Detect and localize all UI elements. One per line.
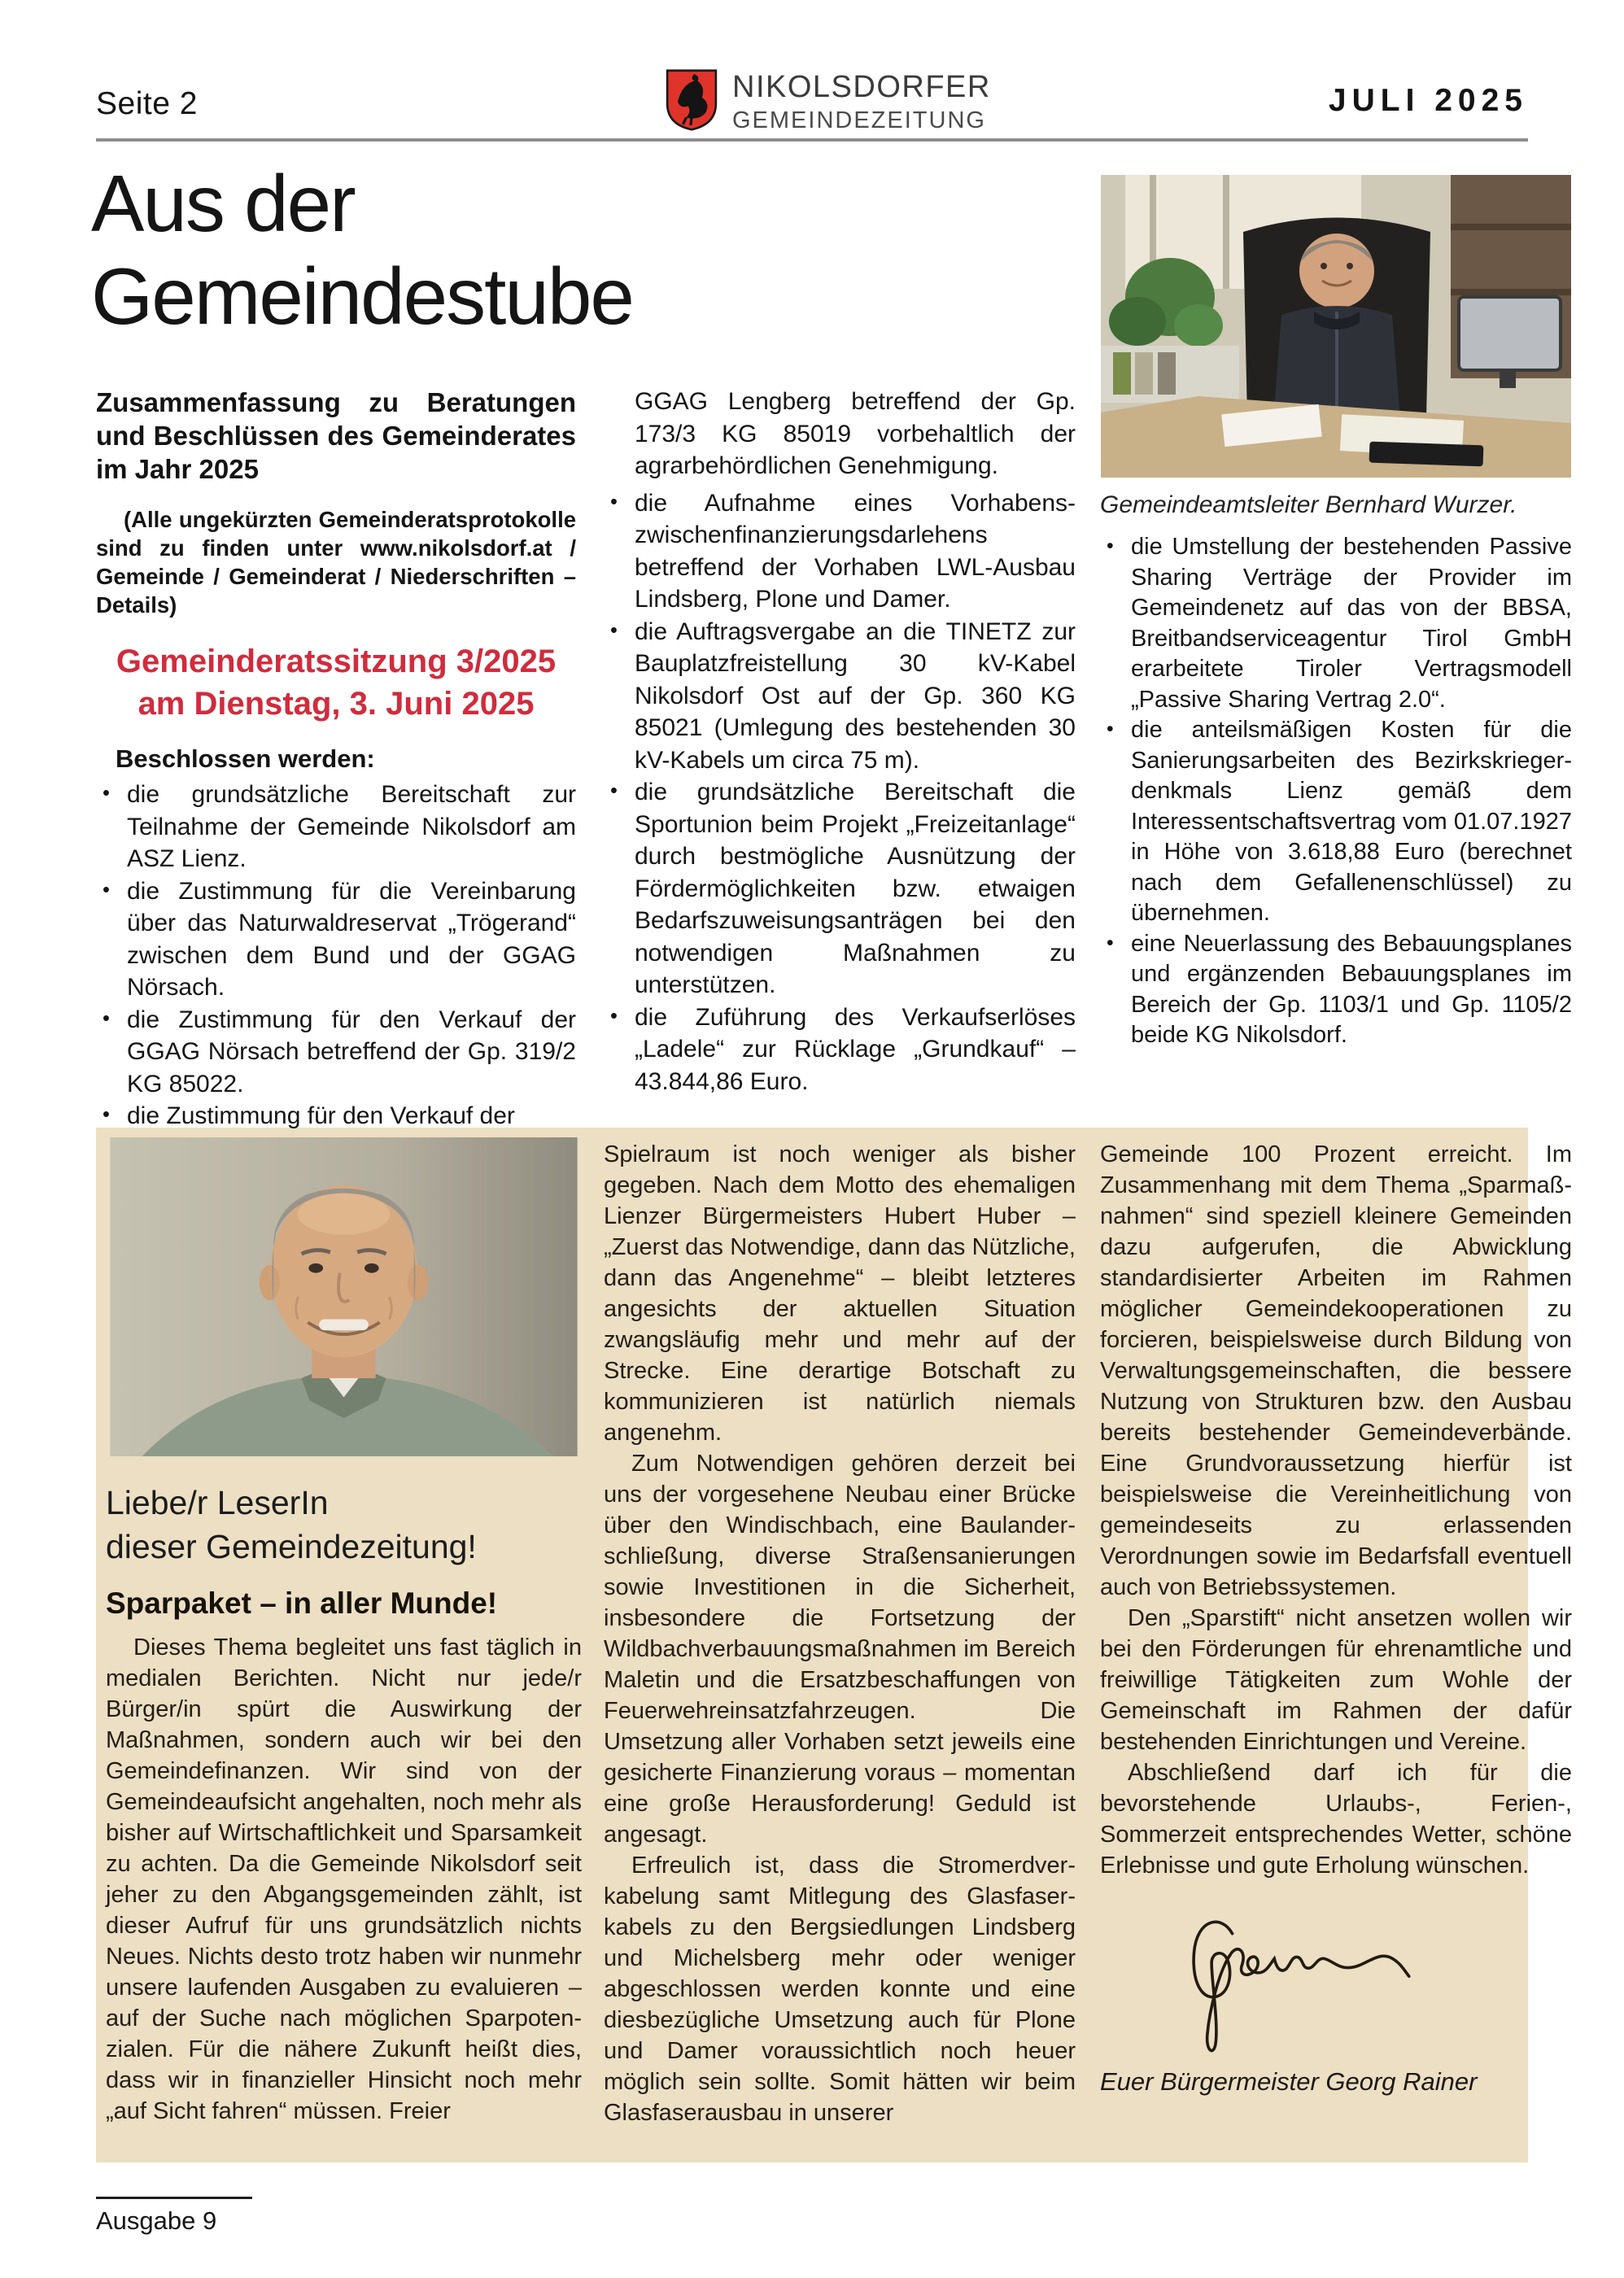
photo-mayor-portrait (106, 1137, 582, 1464)
list-item: • die Zustimmung für den Verkauf der (96, 1100, 576, 1132)
list-item: • die Zustimmung für die Vereinbarung über das Naturwaldreservat „Trögerand“ zwischen dem Bund und der GGAG Nörsach. (96, 875, 576, 1004)
list-item: • eine Neuerlassung des Bebauungsplanes und ergänzenden Bebauungsplanes im Bereich der Gp. 1103/1 und Gp. 1105/2 beide KG Nikolsdorf. (1100, 929, 1572, 1051)
council-column-2 (604, 386, 1076, 1098)
list-item: • die Aufnahme eines Vorhabenszwischenfinanzierungsdarlehens betreffend der Vorhaben LWL-Ausbau Lindsberg, Plone und Damer. (604, 487, 1076, 616)
header-rule (96, 138, 1528, 142)
list-item: • die grundsätzliche Bereitschaft die Sportunion beim Projekt „Freizeitanlage“ durch bestmögliche Ausnützung der Fördermöglichkeiten bzw. etwaigen Bedarfszuweisungsanträgen bei den notwendigen Maßnahmen zu unterstützen. (604, 776, 1076, 1002)
letter-paragraph: Gemeinde 100 Prozent erreicht. Im Zusammenhang mit dem Thema „Sparmaßnahmen“ sind speziell kleinere Gemeinden dazu aufgerufen, die Abwicklung standardisierter Arbeiten im Rahmen möglicher Gemeindekooperationen zu forcieren, beispielsweise durch Bildung von Verwaltungsgemeinschaften, die bessere Nutzung von Strukturen bzw. den Ausbau bereits bestehender Gemeindeverbände. Eine Grundvoraussetzung hierfür ist beispielsweise die Vereinheitlichung von gemeindeseits zu erlassenden Verordnungen sowie im Bedarfsfall eventuell auch von Betriebssystemen. (1100, 1141, 1572, 1600)
decisions-list-col2 (604, 487, 1076, 1098)
masthead-line2: GEMEINDEZEITUNG (732, 107, 986, 133)
list-item: • die Auftragsvergabe an die TINETZ zur Bauplatzfreistellung 30 kV-Kabel Nikolsdorf Ost auf der Gp. 360 KG 85021 (Umlegung des bestehenden 30 kV-Kabels um circa 75 m). (604, 616, 1076, 777)
list-item: • die grundsätzliche Bereitschaft zur Teilnahme der Gemeinde Nikolsdorf am ASZ Lienz. (96, 779, 576, 875)
masthead-line1: NIKOLSDORFER (732, 70, 991, 104)
letter-salutation (106, 1481, 582, 1569)
letter-headline: Sparpaket – in aller Munde! (106, 1586, 498, 1620)
list-item: • die anteilsmäßigen Kosten für die Sanierungsarbeiten des Bezirkskriegerdenkmals Lienz gemäß dem Interessentschaftsvertrag vom 01.07.1927 in Höhe von 3.618,88 Euro (berechnet nach dem Gefallenenschlüssel) zu übernehmen. (1100, 715, 1572, 929)
issue-date-label: JULI 2025 (1328, 83, 1528, 118)
session-heading-line2: am Dienstag, 3. Juni 2025 (138, 686, 535, 722)
letter-column-3 (1100, 1139, 1572, 2097)
headline-line2: Gemeindestube (91, 251, 633, 341)
municipal-crest-icon (666, 68, 718, 136)
letter-column-1 (106, 1137, 582, 2127)
office-photo-caption: Gemeindeamtsleiter Bernhard Wurzer. (1100, 491, 1517, 518)
article-headline (91, 158, 1108, 343)
photo-office (1100, 175, 1572, 482)
letter-paragraph: Abschließend darf ich für die bevorstehende Urlaubs-, Ferien-, Sommerzeit entsprechendes Wetter, schöne Erlebnisse und gute Erholung wünschen. (1100, 1760, 1572, 1879)
letter-paragraph: Spielraum ist noch weniger als bisher gegeben. Nach dem Motto des ehemaligen Lienzer Bürgermeisters Hubert Huber – „Zuerst das Notwendige, dann das Nützliche, dann das Angenehme“ – bleibt letzteres angesichts der aktuellen Situation zwangsläufig mehr und mehr auf der Strecke. Eine derartige Botschaft zu kommunizieren ist natürlich niemals angenehm. (604, 1141, 1076, 1446)
decisions-list-col3 (1100, 532, 1572, 1051)
letter-column-2 (604, 1139, 1076, 2128)
letter-paragraph: Zum Notwendigen gehören derzeit bei uns der vorgesehene Neubau einer Brücke über den Windischbach, eine Baulanderschließung, diverse Straßensanierungen sowie Investitionen in die Sicherheit, insbesondere die Fortsetzung der Wildbachverbauungsmaßnahmen im Bereich Maletin und die Ersatzbeschaffungen von Feuerwehreinsatzfahrzeugen. Die Umsetzung aller Vorhaben setzt jeweils eine gesicherte Finanzierung voraus – momentan eine große Herausforderung! Geduld ist angesagt. (604, 1451, 1076, 1848)
list-item: • die Zustimmung für den Verkauf der GGAG Nörsach betreffend der Gp. 319/2 KG 85022. (96, 1004, 576, 1101)
council-column-3 (1100, 175, 1572, 1051)
council-column-1 (96, 386, 576, 1132)
list-item: • die Umstellung der bestehenden Passive Sharing Verträge der Provider im Gemeindenetz auf das von der BBSA, Breitbandserviceagentur Tirol GmbH erarbeitete Tiroler Vertragsmodell „Passive Sharing Vertrag 2.0“. (1100, 532, 1572, 715)
session-heading-line1: Gemeinderatssitzung 3/2025 (116, 644, 557, 679)
list-item: • die Zuführung des Verkaufserlöses „Ladele“ zur Rücklage „Grundkauf“ – 43.844,86 Euro. (604, 1002, 1076, 1098)
headline-line1: Aus der (91, 159, 355, 248)
council-summary-heading: Zusammenfassung zu Beratungen und Beschlüssen des Gemeinderates im Jahr 2025 (96, 387, 576, 484)
list-item-continuation: GGAG Lengberg betreffend der Gp. 173/3 KG 85019 vorbehaltlich der agrarbehördlichen Genehmigung. (635, 388, 1076, 479)
decisions-label: Beschlossen werden: (116, 744, 375, 773)
letter-paragraph: Den „Sparstift“ nicht ansetzen wollen wir bei den Förderungen für ehrenamtliche und freiwillige Tätigkeiten zum Wohle der Gemeinschaft im Rahmen der dafür bestehenden Einrichtungen und Vereine. (1100, 1605, 1572, 1755)
letter-paragraph: Dieses Thema begleitet uns fast täglich in medialen Berichten. Nicht nur jede/r Bürger/in spürt die Auswirkung der Maßnahmen, sondern auch wir bei den Gemeindefinanzen. Wir sind von der Gemeindeaufsicht angehalten, noch mehr als bisher auf Wirtschaftlichkeit und Sparsamkeit zu achten. Da die Gemeinde Nikolsdorf seit jeher zu den Abgangsgemeinden zählt, ist dieser Aufruf für uns grundsätzlich nichts Neues. Nichts desto trotz haben wir nunmehr unsere laufenden Ausgaben zu evaluieren – auf der Suche nach möglichen Sparpotenzialen. Für die nähere Zukunft heißt dies, dass wir in finanzieller Hinsicht noch mehr „auf Sicht fahren“ müssen. Freier (106, 1634, 582, 2124)
signature-caption: Euer Bürgermeister Georg Rainer (1100, 2067, 1478, 2096)
decisions-list-col1 (96, 779, 576, 1132)
letter-paragraph: Erfreulich ist, dass die Stromerdverkabelung samt Mitlegung des Glasfaserkabels zu den Bergsiedlungen Lindsberg und Michelsberg mehr oder weniger abgeschlossen werden konnte und eine diesbezügliche Umsetzung auch für Plone und Damer voraussichtlich noch heuer möglich sein sollte. Somit hätten wir beim Glasfaserausbau in unserer (604, 1853, 1076, 2126)
page-number-label: Seite 2 (96, 86, 198, 121)
footer-issue-label: Ausgabe 9 (96, 2206, 217, 2235)
session-heading (96, 640, 576, 725)
salutation-line2: dieser Gemeindezeitung! (106, 1528, 477, 1565)
footer-rule (96, 2197, 252, 2199)
salutation-line1: Liebe/r LeserIn (106, 1484, 329, 1521)
protocol-note: (Alle ungekürzten Gemeinderatsprotokolle sind zu finden unter www.nikolsdorf.at / Gemeinde / Gemeinderat / Niederschriften – Details) (96, 507, 576, 618)
masthead (666, 68, 991, 136)
signature-image (1157, 1901, 1572, 2063)
masthead-title (732, 70, 991, 134)
